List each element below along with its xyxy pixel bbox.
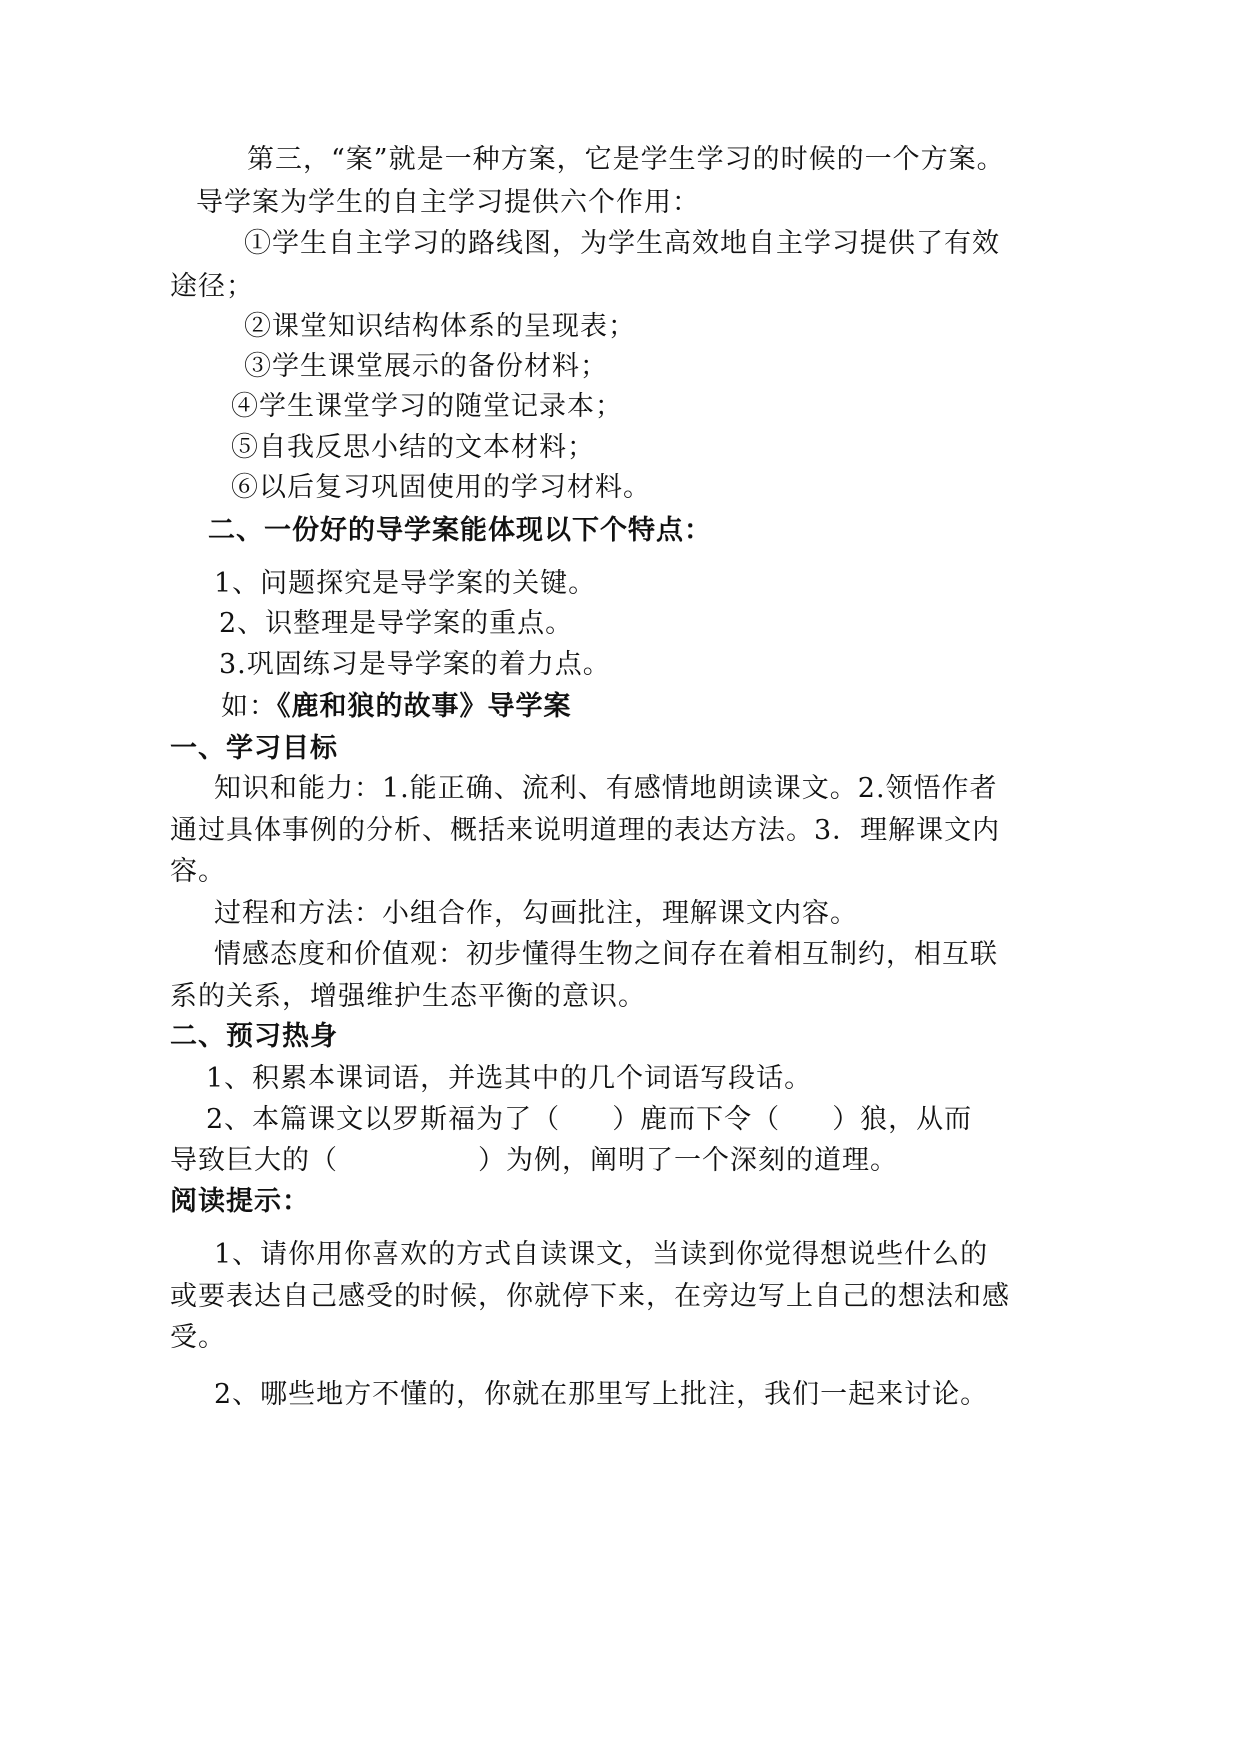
example-prefix: 如： (221, 691, 277, 722)
reading-tips-heading: 阅读提示： (170, 1186, 310, 1217)
preview-item-2-text-d: 导致巨大的（ (170, 1145, 338, 1176)
paragraph-third-point: 第三，“案”就是一种方案，它是学生学习的时候的一个方案。 (247, 144, 1005, 175)
preview-item-2-text-b: ）鹿而下令（ (612, 1104, 781, 1135)
list-item-role2: ②课堂知识结构体系的呈现表； (244, 311, 636, 342)
preview-item-1: 1、积累本课词语，并选其中的几个词语写段话。 (206, 1063, 813, 1094)
preview-item-2-line-1 (206, 1103, 972, 1137)
goal-knowledge-line-2: 通过具体事例的分析、概括来说明道理的表达方法。3．理解课文内 (170, 815, 1001, 846)
goal-process: 过程和方法：小组合作，勾画批注，理解课文内容。 (214, 898, 858, 929)
features-item-1: 1、问题探究是导学案的关键。 (214, 568, 597, 599)
list-item-role1-continued: 途径； (170, 271, 254, 302)
reading-tip-1-line-3: 受。 (170, 1322, 226, 1353)
preview-item-2-line-2 (170, 1144, 898, 1178)
list-item-role1: ①学生自主学习的路线图，为学生高效地自主学习提供了有效 (244, 228, 1000, 259)
example-title: 《鹿和狼的故事》导学案 (277, 691, 572, 722)
features-heading: 二、一份好的导学案能体现以下个特点： (208, 515, 712, 546)
list-item-role5: ⑤自我反思小结的文本材料； (231, 432, 595, 463)
reading-tip-2: 2、哪些地方不懂的，你就在那里写上批注，我们一起来讨论。 (214, 1379, 989, 1410)
reading-tip-1-line-2: 或要表达自己感受的时候，你就停下来，在旁边写上自己的想法和感 (170, 1281, 1010, 1312)
example-line (221, 690, 572, 724)
features-item-3: 3.巩固练习是导学案的着力点。 (219, 649, 611, 680)
list-item-role4: ④学生课堂学习的随堂记录本； (231, 391, 623, 422)
features-item-2: 2、识整理是导学案的重点。 (219, 608, 574, 639)
list-item-role6: ⑥以后复习巩固使用的学习材料。 (231, 472, 651, 503)
goal-knowledge-line-3: 容。 (170, 856, 226, 887)
section-learning-goals-heading: 一、学习目标 (170, 733, 338, 764)
reading-tip-1-line-1: 1、请你用你喜欢的方式自读课文，当读到你觉得想说些什么的 (214, 1239, 989, 1270)
goal-emotion-line-2: 系的关系，增强维护生态平衡的意识。 (170, 981, 646, 1012)
goal-knowledge-line-1: 知识和能力：1.能正确、流利、有感情地朗读课文。2.领悟作者 (214, 773, 998, 804)
section-preview-heading: 二、预习热身 (170, 1021, 338, 1052)
preview-item-2-text-c: ）狼，从而 (832, 1104, 973, 1135)
paragraph-six-roles-heading: 导学案为学生的自主学习提供六个作用： (196, 187, 700, 218)
list-item-role3: ③学生课堂展示的备份材料； (244, 351, 608, 382)
preview-item-2-text-e: ）为例，阐明了一个深刻的道理。 (478, 1145, 898, 1176)
goal-emotion-line-1: 情感态度和价值观：初步懂得生物之间存在着相互制约，相互联 (214, 939, 998, 970)
preview-item-2-text-a: 2、本篇课文以罗斯福为了（ (206, 1104, 561, 1135)
